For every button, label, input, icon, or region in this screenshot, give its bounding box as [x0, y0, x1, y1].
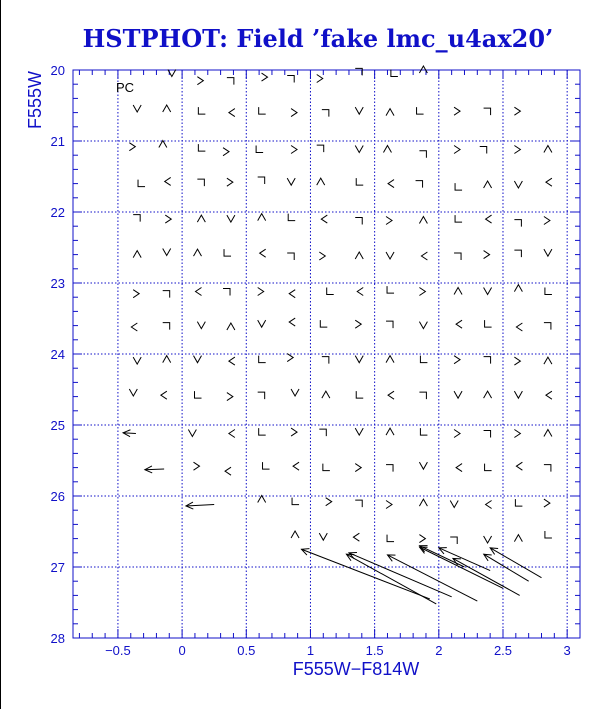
x-tick-label: 2.5 [493, 643, 513, 658]
y-tick-label: 27 [50, 560, 65, 575]
x-tick-label: 2 [435, 643, 443, 658]
y-axis-label: F555W [25, 70, 45, 130]
data-vector [145, 469, 164, 470]
x-tick-label: 3 [563, 643, 571, 658]
x-tick-label: 1 [306, 643, 315, 658]
y-tick-label: 20 [50, 63, 65, 78]
y-tick-label: 25 [50, 418, 65, 433]
y-tick-label: 28 [50, 631, 65, 646]
x-tick-label: −0.5 [105, 643, 131, 658]
x-tick-label: 1.5 [365, 643, 384, 658]
chip-annotation: PC [116, 80, 135, 95]
x-tick-label: 0 [178, 643, 186, 658]
x-axis-label: F555W−F814W [292, 659, 420, 679]
y-tick-label: 22 [50, 205, 65, 220]
y-tick-label: 24 [50, 347, 65, 362]
chart-title: HSTPHOT: Field ’fake lmc_u4ax20’ [82, 24, 554, 53]
y-tick-label: 23 [50, 276, 65, 291]
y-tick-label: 21 [50, 134, 65, 149]
y-tick-label: 26 [50, 489, 65, 504]
x-tick-label: 0.5 [237, 643, 256, 658]
